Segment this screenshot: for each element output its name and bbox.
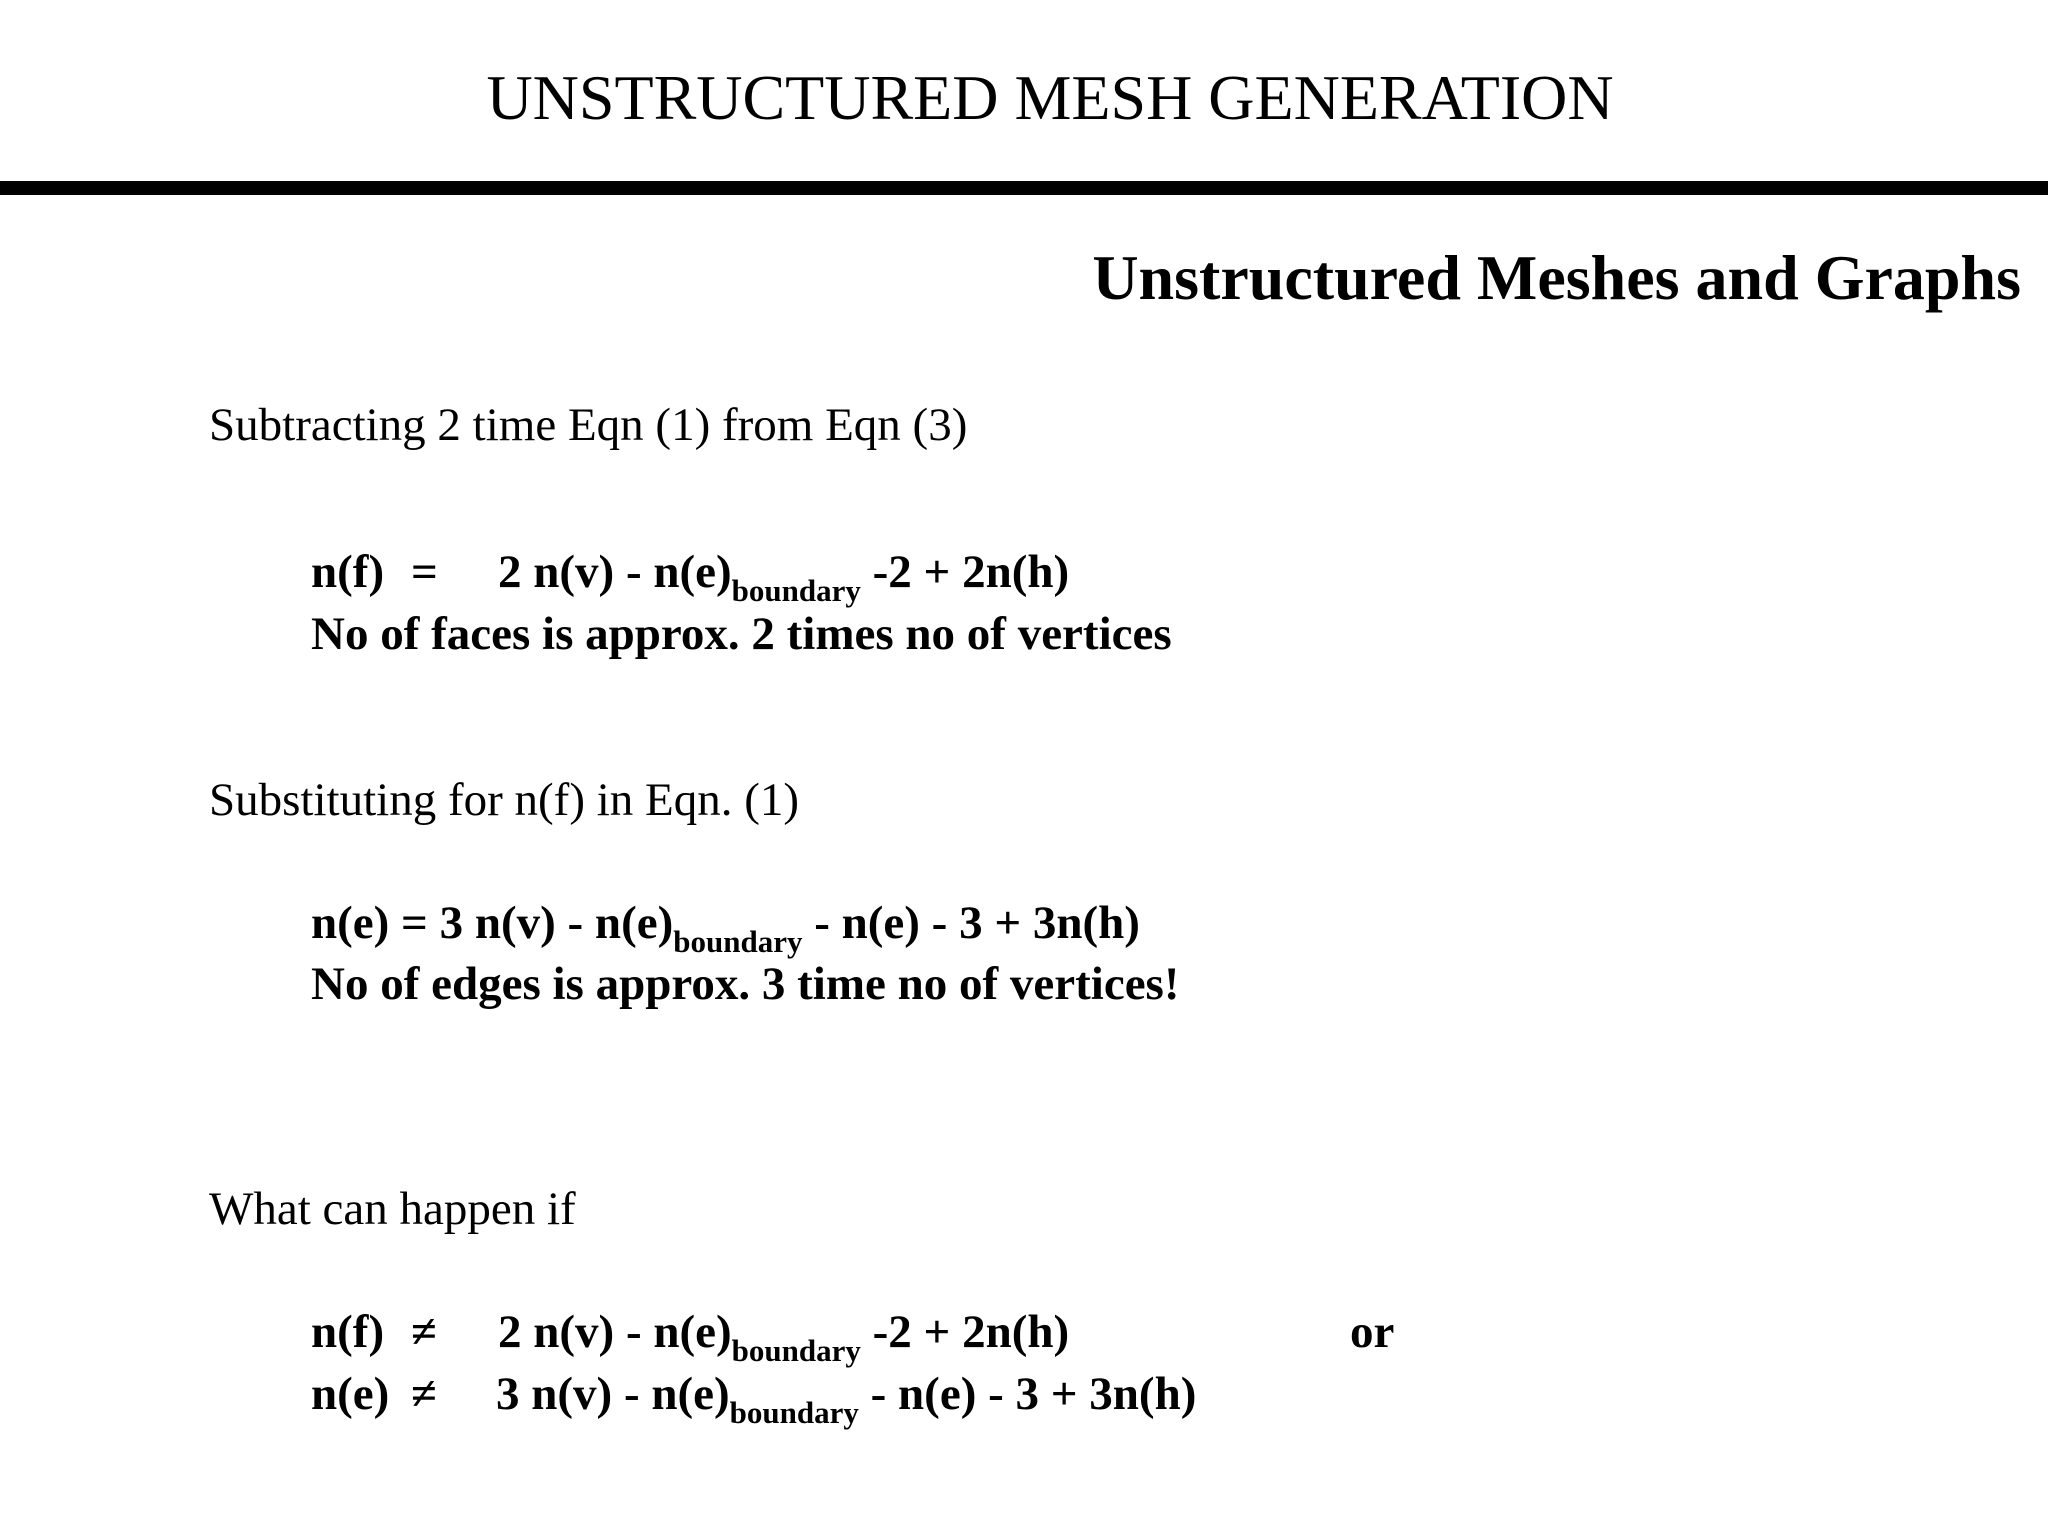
equation-main: 3 n(v) - n(e) <box>496 1368 730 1420</box>
equation-main: 2 n(v) - n(e) <box>498 1306 732 1358</box>
section-3-equation-2 <box>311 1366 1197 1430</box>
section-1-intro: Subtracting 2 time Eqn (1) from Eqn (3) <box>209 399 968 451</box>
equation-subscript: boundary <box>729 1395 859 1430</box>
header-divider <box>0 181 2048 195</box>
section-3-equation-1 <box>311 1304 1070 1368</box>
equation-tail: -2 + 2n(h) <box>860 546 1070 598</box>
section-2-intro: Substituting for n(f) in Eqn. (1) <box>209 774 800 826</box>
section-2-note: No of edges is approx. 3 time no of vertices! <box>311 958 1180 1010</box>
section-2-equation <box>311 895 1140 959</box>
equation-main: n(e) = 3 n(v) - n(e) <box>311 897 674 949</box>
section-1-equation <box>311 544 1070 608</box>
or-connector: or <box>1350 1306 1395 1358</box>
equation-lhs: n(f) <box>311 1306 385 1358</box>
section-1-note: No of faces is approx. 2 times no of vertices <box>311 608 1172 660</box>
equation-main: 2 n(v) - n(e) <box>498 546 732 598</box>
equation-lhs: n(e) <box>311 1368 390 1420</box>
section-3-intro: What can happen if <box>209 1183 576 1235</box>
slide-subtitle: Unstructured Meshes and Graphs <box>1092 242 2021 313</box>
equation-lhs: n(f) <box>311 546 385 598</box>
not-equal-operator: ≠ <box>411 1306 437 1358</box>
equation-subscript: boundary <box>673 924 803 959</box>
equation-tail: - n(e) - 3 + 3n(h) <box>858 1368 1197 1420</box>
equation-subscript: boundary <box>731 573 861 608</box>
equation-operator: = <box>411 546 438 598</box>
not-equal-operator: ≠ <box>411 1368 437 1420</box>
equation-tail: - n(e) - 3 + 3n(h) <box>802 897 1140 949</box>
slide-header-title: UNSTRUCTURED MESH GENERATION <box>486 62 1614 133</box>
equation-tail: -2 + 2n(h) <box>860 1306 1070 1358</box>
equation-subscript: boundary <box>731 1333 861 1368</box>
